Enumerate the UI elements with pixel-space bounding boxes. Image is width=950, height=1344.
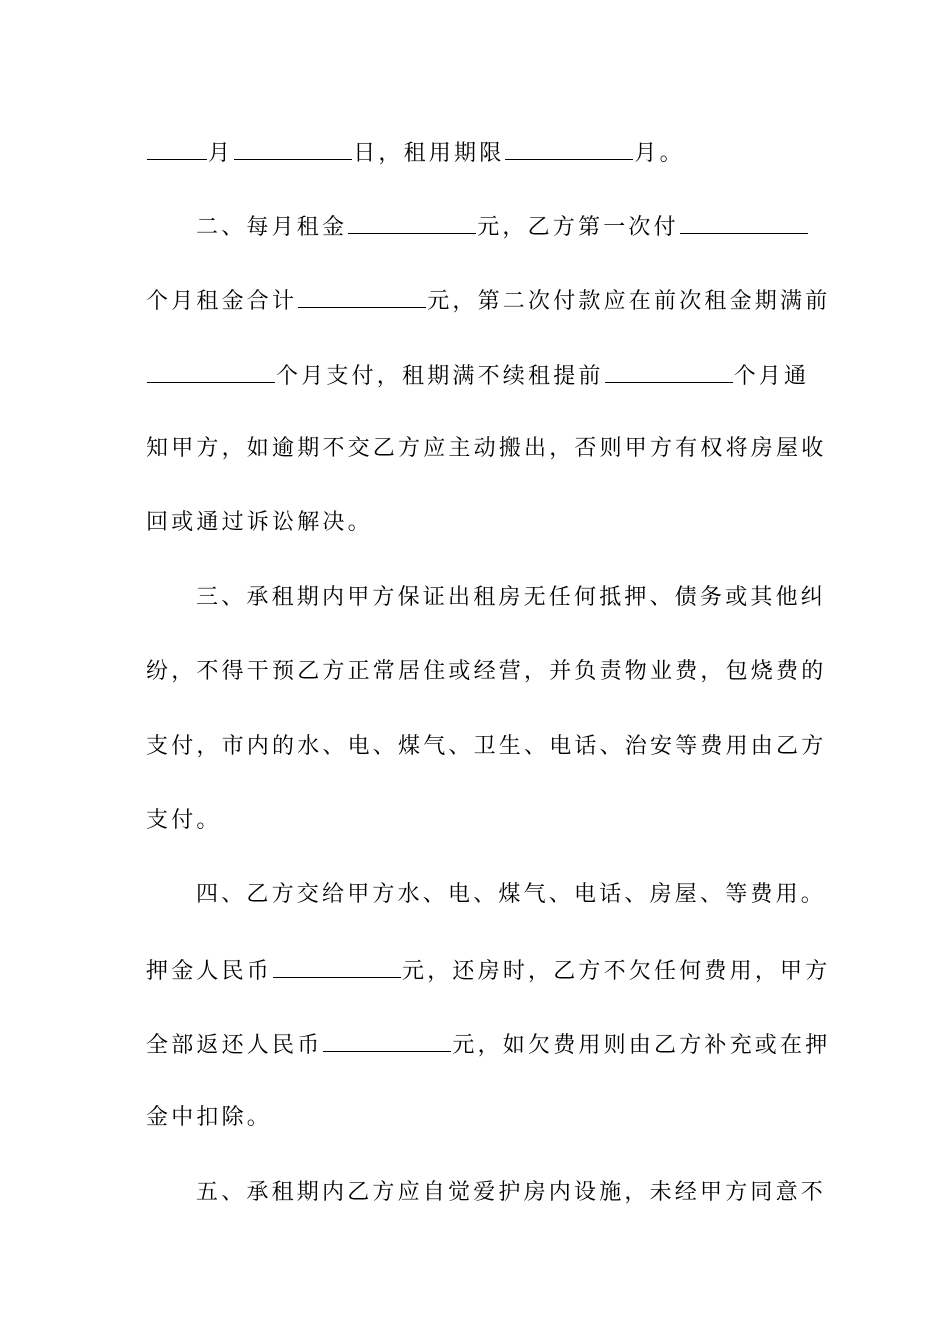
line-text: 支付，市内的水、电、煤气、卫生、电话、治安等费用由乙方: [146, 734, 827, 759]
text-line-8: [146, 657, 827, 687]
text-line-1: [146, 137, 806, 169]
line-text: 回或通过诉讼解决。: [146, 510, 373, 535]
text-line-15: [196, 1178, 827, 1208]
line-text: 三、承租期内甲方保证出租房无任何抵押、债务或其他纠: [196, 585, 827, 610]
line-text: 五、承租期内乙方应自觉爱护房内设施，未经甲方同意不: [196, 1180, 827, 1205]
line-text: 二、每月租金: [196, 215, 348, 240]
line-text: 个月支付，租期满不续租提前: [276, 364, 604, 389]
line-text: 个月通: [733, 364, 810, 389]
line-text: 纷，不得干预乙方正常居住或经营，并负责物业费，包烧费的: [146, 659, 827, 684]
line-text: 月。: [634, 141, 685, 166]
blank-field-first-payment: [680, 211, 808, 234]
blank-field-day: [234, 137, 352, 160]
line-text: 全部返还人民币: [146, 1033, 323, 1058]
text-line-2: [196, 211, 806, 243]
text-line-11: [196, 880, 827, 910]
text-line-10: [146, 806, 806, 836]
line-text: 月: [208, 141, 234, 166]
blank-field-rent-total: [298, 285, 426, 308]
blank-field-monthly-rent: [348, 211, 476, 234]
blank-field-month: [147, 137, 207, 160]
line-text: 元，如欠费用则由乙方补充或在押: [452, 1033, 831, 1058]
line-text: 知甲方，如逾期不交乙方应主动搬出，否则甲方有权将房屋收: [146, 436, 827, 461]
line-text: 金中扣除。: [146, 1105, 273, 1130]
line-text: 支付。: [146, 808, 222, 833]
line-text: 元，乙方第一次付: [477, 215, 679, 240]
line-text: 元，第二次付款应在前次租金期满前: [427, 289, 831, 314]
text-line-7: [196, 583, 827, 613]
blank-field-months-before: [147, 360, 275, 383]
text-line-6: [146, 508, 806, 538]
line-text: 个月租金合计: [146, 289, 298, 314]
blank-field-notice-months: [605, 360, 733, 383]
text-line-14: [146, 1103, 806, 1133]
blank-field-deposit: [273, 955, 401, 978]
blank-field-refund: [323, 1029, 451, 1052]
line-text: 押金人民币: [146, 959, 273, 984]
text-line-13: [146, 1029, 831, 1061]
text-line-3: [146, 285, 831, 317]
text-line-9: [146, 732, 827, 762]
line-text: 元，还房时，乙方不欠任何费用，甲方: [402, 959, 831, 984]
text-line-4: [146, 360, 810, 392]
blank-field-term: [505, 137, 633, 160]
text-line-5: [146, 434, 827, 464]
line-text: 日，租用期限: [353, 141, 505, 166]
text-line-12: [146, 955, 831, 987]
line-text: 四、乙方交给甲方水、电、煤气、电话、房屋、等费用。: [196, 882, 827, 907]
